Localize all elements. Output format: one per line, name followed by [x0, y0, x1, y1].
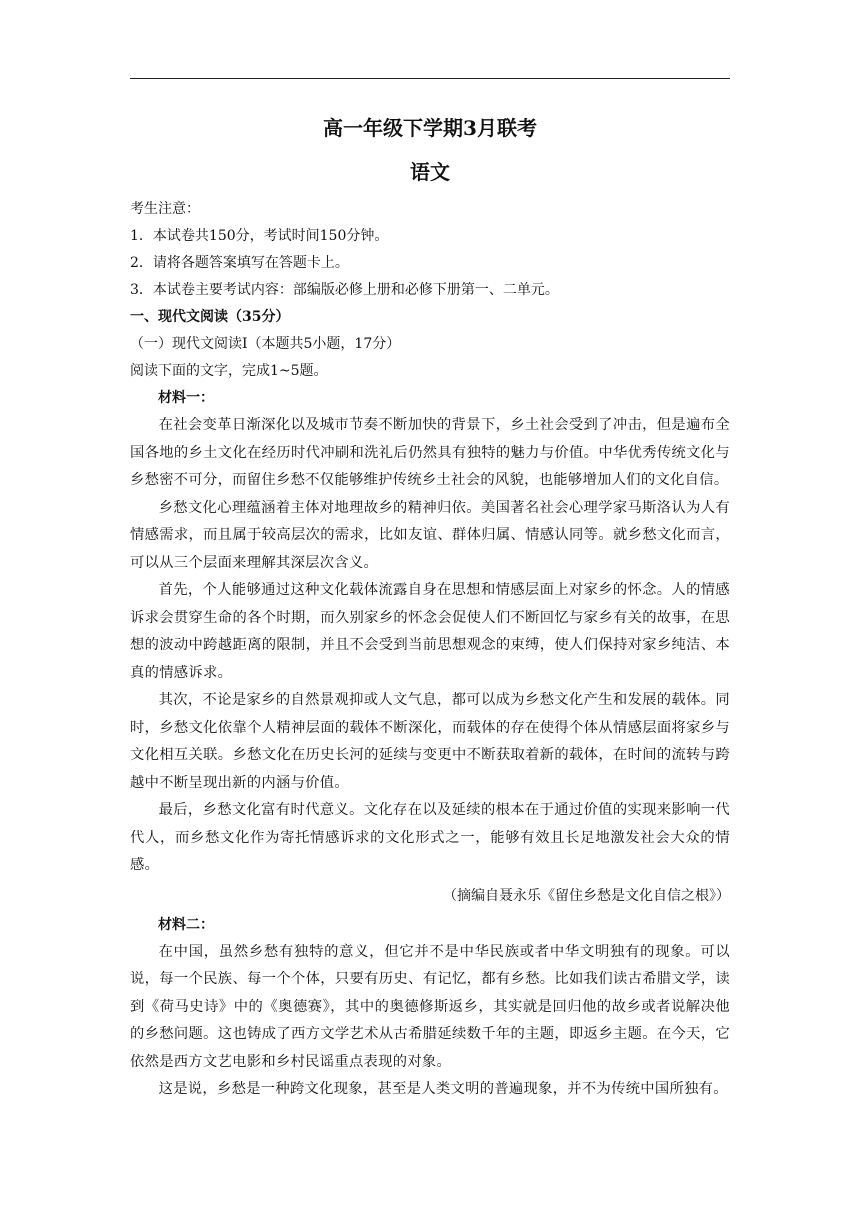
material-two-paragraph: 这是说，乡愁是一种跨文化现象，甚至是人类文明的普遍现象，并不为传统中国所独有。 — [158, 1081, 728, 1097]
material-one-label: 材料一： — [158, 390, 214, 406]
notice-item: 2．请将各题答案填写在答题卡上。 — [130, 255, 349, 271]
notice-heading: 考生注意： — [130, 201, 200, 217]
section-heading: 一、现代文阅读（35分） — [130, 309, 290, 325]
exam-title: 高一年级下学期3月联考 — [323, 116, 537, 140]
notice-item: 3．本试卷主要考试内容：部编版必修上册和必修下册第一、二单元。 — [130, 282, 559, 298]
header-rule — [130, 78, 730, 79]
material-one-paragraph: 乡愁文化心理蕴涵着主体对地理故乡的精神归依。美国著名社会心理学家马斯洛认为人有情感需求，而且属于较高层次的需求，比如友谊、群体归属、情感认同等。就乡愁文化而言，可以从三个层面来理解其深层次含义。 — [130, 499, 730, 571]
exam-subject: 语文 — [410, 160, 450, 184]
material-one-paragraph: 在社会变革日渐深化以及城市节奏不断加快的背景下，乡土社会受到了冲击，但是遍布全国各地的乡土文化在经历时代冲刷和洗礼后仍然具有独特的魅力与价值。中华优秀传统文化与乡愁密不可分，而留住乡愁不仅能够维护传统乡土社会的风貌，也能够增加人们的文化自信。 — [130, 417, 730, 488]
material-two-label: 材料二： — [158, 916, 214, 933]
exam-page — [130, 108, 730, 1104]
material-one-paragraph: 其次，不论是家乡的自然景观抑或人文气息，都可以成为乡愁文化产生和发展的载体。同时，乡愁文化依靠个人精神层面的载体不断深化，而载体的存在使得个体从情感层面将家乡与文化相互关联。乡愁文化在历史长河的延续与变更中不断获取着新的载体，在时间的流转与跨越中不断呈现出新的内涵与价值。 — [130, 692, 730, 791]
material-one-source: （摘编自聂永乐《留住乡愁是文化自信之根》） — [443, 887, 730, 904]
material-two-paragraph: 在中国，虽然乡愁有独特的意义，但它并不是中华民族或者中华文明独有的现象。可以说，每一个民族、每一个个体，只要有历史、有记忆，都有乡愁。比如我们读古希腊文学，读到《荷马史诗》中的《奥德赛》，其中的奥德修斯返乡，其实就是回归他的故乡或者说解决他的乡愁问题。这也铸成了西方文学艺术从古希腊延续数千年的主题，即返乡主题。在今天，它依然是西方文艺电影和乡村民谣重点表现的对象。 — [130, 943, 730, 1070]
subsection-heading: （一）现代文阅读Ⅰ（本题共5小题，17分） — [130, 336, 401, 352]
material-one-paragraph: 首先，个人能够通过这种文化载体流露自身在思想和情感层面上对家乡的怀念。人的情感诉求会贯穿生命的各个时期，而久别家乡的怀念会促使人们不断回忆与家乡有关的故事，在思想的波动中跨越距离的限制，并且不会受到当前思想观念的束缚，使人们保持对家乡纯洁、本真的情感诉求。 — [130, 582, 730, 681]
notice-item: 1．本试卷共150分，考试时间150分钟。 — [130, 228, 389, 244]
reading-instruction: 阅读下面的文字，完成1~5题。 — [130, 363, 328, 379]
material-one-paragraph: 最后，乡愁文化富有时代意义。文化存在以及延续的根本在于通过价值的实现来影响一代代人，而乡愁文化作为寄托情感诉求的文化形式之一，能够有效且长足地激发社会大众的情感。 — [130, 802, 730, 873]
